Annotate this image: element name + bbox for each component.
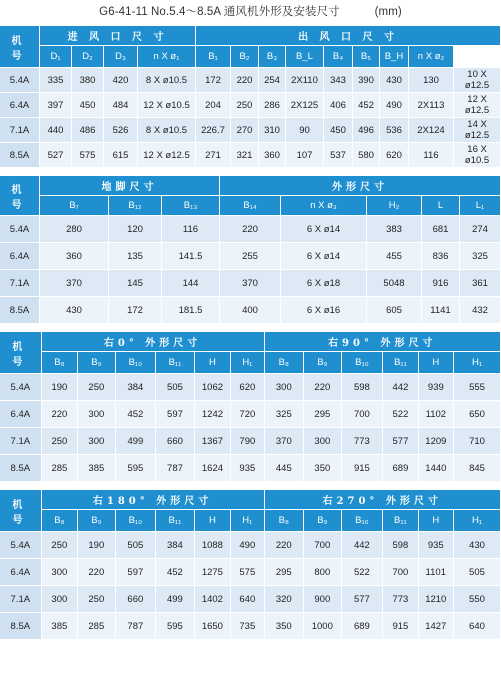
value-cell: 12 X ø12.5 [454,93,501,118]
value-cell: 735 [231,613,264,640]
value-cell: 1141 [422,297,460,324]
value-cell: 442 [383,374,418,401]
model-cell: 7.1A [0,586,42,613]
value-cell: 580 [353,143,380,168]
value-cell: 2X124 [409,118,454,143]
column-header: B₁₁ [156,352,195,374]
value-cell: 300 [42,559,78,586]
model-cell: 8.5A [0,143,40,168]
column-header: B₁₄ [220,196,281,216]
table-section-2 [0,176,501,324]
value-cell: 452 [116,401,157,428]
column-header: B₁₁ [383,510,418,532]
column-header: B₉ [304,352,341,374]
column-header: B₁₂ [109,196,162,216]
value-cell: 916 [422,270,460,297]
column-header: B₈ [265,352,305,374]
value-cell: 325 [460,243,501,270]
value-cell: 550 [454,586,501,613]
value-cell: 445 [265,455,305,482]
value-cell: 430 [40,297,109,324]
value-cell: 181.5 [162,297,220,324]
table-row [0,586,501,613]
value-cell: 90 [286,118,324,143]
column-header: H [195,352,231,374]
value-cell: 773 [383,586,418,613]
value-cell: 370 [265,428,305,455]
column-header: H₁ [454,352,501,374]
value-cell: 836 [422,243,460,270]
column-header: B₅ [353,46,380,68]
table-section-3 [0,332,501,482]
column-header: B₉ [78,352,115,374]
value-cell: 598 [383,532,418,559]
value-cell: 490 [231,532,264,559]
value-cell: 1275 [195,559,231,586]
value-cell: 14 X ø12.5 [454,118,501,143]
value-cell: 141.5 [162,243,220,270]
value-cell: 370 [40,270,109,297]
value-cell: 681 [422,216,460,243]
value-cell: 915 [342,455,384,482]
value-cell: 380 [72,68,104,93]
model-cell: 5.4A [0,374,42,401]
value-cell: 689 [383,455,418,482]
value-cell: 220 [42,401,78,428]
table-row [0,143,501,168]
value-cell: 440 [40,118,72,143]
value-cell: 787 [156,455,195,482]
column-header: B₉ [78,510,115,532]
value-cell: 597 [156,401,195,428]
column-header: n X ø₁ [138,46,196,68]
value-cell: 555 [454,374,501,401]
value-cell: 250 [231,93,259,118]
value-cell: 226.7 [196,118,231,143]
value-cell: 2X113 [409,93,454,118]
model-cell: 6.4A [0,243,40,270]
value-cell: 360 [259,143,286,168]
value-cell: 285 [42,455,78,482]
table-row [0,374,501,401]
value-cell: 1088 [195,532,231,559]
model-cell: 7.1A [0,118,40,143]
value-cell: 350 [304,455,341,482]
value-cell: 527 [40,143,72,168]
value-cell: 660 [116,586,157,613]
column-header: H [419,510,454,532]
value-cell: 660 [156,428,195,455]
value-cell: 370 [220,270,281,297]
value-cell: 577 [342,586,384,613]
value-cell: 300 [304,428,341,455]
table-section-4 [0,490,501,640]
value-cell: 204 [196,93,231,118]
value-cell: 320 [265,586,305,613]
column-header: n X ø₂ [409,46,454,68]
value-cell: 120 [109,216,162,243]
column-header: B₁₃ [162,196,220,216]
value-cell: 620 [380,143,409,168]
model-cell: 6.4A [0,559,42,586]
column-header: B₈ [42,352,78,374]
value-cell: 526 [104,118,138,143]
value-cell: 280 [40,216,109,243]
value-cell: 172 [109,297,162,324]
value-cell: 1000 [304,613,341,640]
value-cell: 1101 [419,559,454,586]
value-cell: 522 [383,401,418,428]
value-cell: 484 [104,93,138,118]
value-cell: 598 [342,374,384,401]
value-cell: 286 [259,93,286,118]
value-cell: 360 [40,243,109,270]
value-cell: 939 [419,374,454,401]
value-cell: 254 [259,68,286,93]
column-header: D₃ [104,46,138,68]
value-cell: 787 [116,613,157,640]
group-header: 右270° 外形尺寸 [265,490,501,510]
value-cell: 790 [231,428,264,455]
column-header: B₁₀ [342,510,384,532]
column-header: H [195,510,231,532]
value-cell: 450 [324,118,353,143]
value-cell: 250 [42,428,78,455]
value-cell: 135 [109,243,162,270]
column-header: B₁ [196,46,231,68]
value-cell: 385 [78,455,115,482]
value-cell: 1440 [419,455,454,482]
row-header-label: 机 号 [0,176,40,216]
value-cell: 390 [353,68,380,93]
value-cell: 505 [116,532,157,559]
value-cell: 499 [116,428,157,455]
value-cell: 1650 [195,613,231,640]
model-cell: 5.4A [0,216,40,243]
value-cell: 455 [367,243,422,270]
group-header: 右90° 外形尺寸 [265,332,501,352]
value-cell: 1367 [195,428,231,455]
value-cell: 220 [304,374,341,401]
value-cell: 522 [342,559,384,586]
value-cell: 650 [454,401,501,428]
value-cell: 6 X ø14 [281,243,367,270]
value-cell: 597 [116,559,157,586]
column-header: B₃ [259,46,286,68]
model-cell: 6.4A [0,93,40,118]
model-cell: 8.5A [0,455,42,482]
value-cell: 250 [42,532,78,559]
model-cell: 6.4A [0,401,42,428]
value-cell: 295 [265,559,305,586]
column-header: H₁ [454,510,501,532]
row-header-label: 机 号 [0,26,40,68]
value-cell: 335 [40,68,72,93]
value-cell: 700 [304,532,341,559]
value-cell: 1062 [195,374,231,401]
group-header: 右180° 外形尺寸 [42,490,265,510]
value-cell: 10 X ø12.5 [454,68,501,93]
value-cell: 2X125 [286,93,324,118]
column-header: B₁₁ [383,352,418,374]
value-cell: 8 X ø10.5 [138,68,196,93]
value-cell: 285 [78,613,115,640]
column-header: B₁₀ [116,510,157,532]
value-cell: 116 [409,143,454,168]
table-row [0,428,501,455]
value-cell: 442 [342,532,384,559]
table-row [0,532,501,559]
value-cell: 130 [409,68,454,93]
model-cell: 7.1A [0,270,40,297]
value-cell: 271 [196,143,231,168]
value-cell: 720 [231,401,264,428]
value-cell: 505 [454,559,501,586]
value-cell: 420 [104,68,138,93]
value-cell: 450 [72,93,104,118]
value-cell: 220 [265,532,305,559]
value-cell: 575 [72,143,104,168]
value-cell: 397 [40,93,72,118]
value-cell: 595 [156,613,195,640]
value-cell: 1402 [195,586,231,613]
value-cell: 300 [42,586,78,613]
value-cell: 300 [265,374,305,401]
value-cell: 145 [109,270,162,297]
column-header: B₁₀ [116,352,157,374]
value-cell: 325 [265,401,305,428]
value-cell: 385 [42,613,78,640]
value-cell: 300 [78,428,115,455]
table-row [0,613,501,640]
column-header: B_H [380,46,409,68]
value-cell: 400 [220,297,281,324]
value-cell: 107 [286,143,324,168]
value-cell: 16 X ø10.5 [454,143,501,168]
value-cell: 496 [353,118,380,143]
value-cell: 452 [353,93,380,118]
value-cell: 452 [156,559,195,586]
table-row [0,216,501,243]
column-header: B₉ [304,510,341,532]
column-header: H₁ [231,352,264,374]
value-cell: 8 X ø10.5 [138,118,196,143]
model-cell: 8.5A [0,297,40,324]
column-header: L₁ [460,196,501,216]
table-row [0,93,501,118]
value-cell: 620 [231,374,264,401]
value-cell: 490 [380,93,409,118]
model-cell: 5.4A [0,532,42,559]
value-cell: 605 [367,297,422,324]
row-header-label: 机 号 [0,490,42,532]
column-header: H₂ [367,196,422,216]
column-header: B₈ [265,510,305,532]
value-cell: 615 [104,143,138,168]
value-cell: 144 [162,270,220,297]
value-cell: 343 [324,68,353,93]
page-title: G6-41-11 No.5.4～8.5A 通风机外形及安装尺寸 (mm) [99,6,402,18]
value-cell: 321 [231,143,259,168]
value-cell: 220 [78,559,115,586]
value-cell: 700 [342,401,384,428]
value-cell: 384 [116,374,157,401]
value-cell: 430 [380,68,409,93]
table-section-1 [0,26,501,168]
value-cell: 536 [380,118,409,143]
value-cell: 1242 [195,401,231,428]
value-cell: 1427 [419,613,454,640]
model-cell: 5.4A [0,68,40,93]
value-cell: 432 [460,297,501,324]
value-cell: 595 [116,455,157,482]
value-cell: 6 X ø14 [281,216,367,243]
model-cell: 8.5A [0,613,42,640]
value-cell: 6 X ø16 [281,297,367,324]
value-cell: 310 [259,118,286,143]
group-header: 出 风 口 尺 寸 [196,26,501,46]
value-cell: 935 [231,455,264,482]
value-cell: 689 [342,613,384,640]
value-cell: 274 [460,216,501,243]
column-header: L [422,196,460,216]
value-cell: 430 [454,532,501,559]
value-cell: 250 [78,374,115,401]
value-cell: 255 [220,243,281,270]
value-cell: 384 [156,532,195,559]
value-cell: 190 [78,532,115,559]
value-cell: 537 [324,143,353,168]
model-cell: 7.1A [0,428,42,455]
column-header: n X ø₃ [281,196,367,216]
value-cell: 406 [324,93,353,118]
table-row [0,559,501,586]
column-header: B_L [286,46,324,68]
value-cell: 300 [78,401,115,428]
value-cell: 5048 [367,270,422,297]
column-header: B₈ [42,510,78,532]
value-cell: 361 [460,270,501,297]
value-cell: 220 [220,216,281,243]
value-cell: 486 [72,118,104,143]
value-cell: 935 [419,532,454,559]
value-cell: 700 [383,559,418,586]
value-cell: 270 [231,118,259,143]
value-cell: 12 X ø12.5 [138,143,196,168]
value-cell: 350 [265,613,305,640]
table-row [0,455,501,482]
column-header: H₁ [231,510,264,532]
value-cell: 915 [383,613,418,640]
table-row [0,243,501,270]
value-cell: 1209 [419,428,454,455]
column-header: B₇ [40,196,109,216]
value-cell: 295 [304,401,341,428]
value-cell: 116 [162,216,220,243]
value-cell: 710 [454,428,501,455]
value-cell: 250 [78,586,115,613]
column-header: D₁ [40,46,72,68]
table-row [0,118,501,143]
column-header: B₁₀ [342,352,384,374]
table-row [0,401,501,428]
value-cell: 1210 [419,586,454,613]
value-cell: 773 [342,428,384,455]
column-header: B₂ [231,46,259,68]
value-cell: 577 [383,428,418,455]
group-header: 右0° 外形尺寸 [42,332,265,352]
group-header: 地脚尺寸 [40,176,220,196]
table-row [0,297,501,324]
value-cell: 190 [42,374,78,401]
column-header: D₂ [72,46,104,68]
value-cell: 900 [304,586,341,613]
table-row [0,270,501,297]
value-cell: 640 [454,613,501,640]
value-cell: 800 [304,559,341,586]
group-header: 外形尺寸 [220,176,501,196]
table-row [0,68,501,93]
value-cell: 172 [196,68,231,93]
value-cell: 2X110 [286,68,324,93]
value-cell: 505 [156,374,195,401]
value-cell: 575 [231,559,264,586]
value-cell: 6 X ø18 [281,270,367,297]
row-header-label: 机 号 [0,332,42,374]
group-header: 进 风 口 尺 寸 [40,26,196,46]
column-header: B₁₁ [156,510,195,532]
value-cell: 499 [156,586,195,613]
value-cell: 845 [454,455,501,482]
value-cell: 12 X ø10.5 [138,93,196,118]
value-cell: 220 [231,68,259,93]
value-cell: 1102 [419,401,454,428]
column-header: H [419,352,454,374]
value-cell: 1624 [195,455,231,482]
value-cell: 640 [231,586,264,613]
column-header: B₄ [324,46,353,68]
value-cell: 383 [367,216,422,243]
